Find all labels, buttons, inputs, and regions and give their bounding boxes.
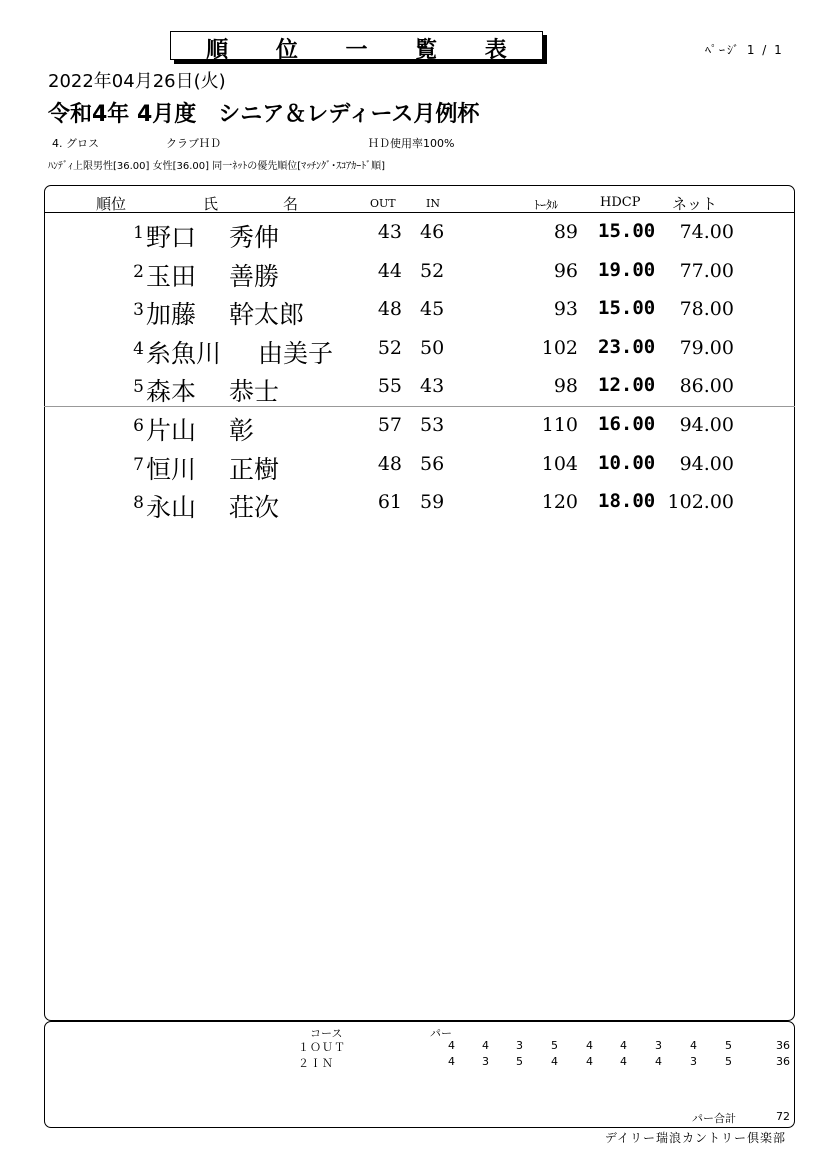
row-net: 102.00: [667, 491, 734, 513]
hole-par: 4: [551, 1055, 558, 1068]
row-total: 120: [541, 491, 578, 513]
hole-par: 4: [586, 1039, 593, 1052]
hole-par: 5: [516, 1055, 523, 1068]
course-label: コース: [310, 1027, 343, 1040]
row-rank: 5: [133, 377, 144, 397]
hole-par: 4: [586, 1055, 593, 1068]
col-in: IN: [426, 197, 440, 210]
row-out: 44: [377, 260, 402, 282]
row-rank: 4: [133, 339, 144, 359]
hole-par: 4: [448, 1055, 455, 1068]
row-in: 56: [420, 453, 445, 475]
row-given-name: 由美子: [258, 339, 334, 368]
row-total: 104: [541, 453, 578, 475]
row-rank: 2: [133, 262, 144, 282]
row-out: 48: [377, 298, 402, 320]
row-given-name: 恭士: [229, 377, 280, 406]
row-out: 57: [377, 414, 402, 436]
hole-par: 4: [620, 1039, 627, 1052]
row-in: 59: [420, 491, 445, 513]
hole-par: 3: [516, 1039, 523, 1052]
row-rank: 3: [133, 300, 144, 320]
row-hdcp: 15.00: [598, 220, 656, 242]
row-hdcp: 19.00: [598, 259, 656, 281]
row-family-name: 永山: [146, 493, 197, 522]
row-out: 43: [377, 221, 402, 243]
row-total: 98: [553, 375, 578, 397]
row-given-name: 彰: [229, 416, 255, 445]
page-title: 順 位 一 覧 表: [206, 38, 527, 63]
col-rank: 順位: [96, 195, 127, 213]
club-hd-label: クラブＨＤ: [166, 137, 221, 150]
hole-par: 3: [482, 1055, 489, 1068]
page-number: ﾍﾟｰｼﾞ 1 / 1: [705, 43, 784, 57]
hole-par: 5: [725, 1039, 732, 1052]
row-net: 86.00: [679, 375, 734, 397]
row-hdcp: 23.00: [598, 336, 656, 358]
row-given-name: 幹太郎: [229, 300, 305, 329]
row-family-name: 加藤: [146, 300, 197, 329]
par-total-label: パー合計: [692, 1112, 736, 1125]
row-rank: 6: [133, 416, 144, 436]
course-par-total: 36: [776, 1055, 790, 1068]
hole-par: 4: [482, 1039, 489, 1052]
course-name: ２ＩＮ: [298, 1057, 334, 1070]
par-label: パー: [430, 1027, 452, 1040]
hole-par: 4: [448, 1039, 455, 1052]
col-name-given: 名: [283, 195, 299, 213]
format-number: 4. グロス: [52, 137, 99, 150]
row-total: 110: [541, 414, 578, 436]
hd-rate-label: ＨＤ使用率100%: [368, 137, 455, 150]
row-in: 52: [420, 260, 445, 282]
row-family-name: 玉田: [146, 262, 197, 291]
row-in: 53: [420, 414, 445, 436]
course-par-box: [44, 1021, 795, 1128]
row-family-name: 恒川: [146, 455, 197, 484]
course-par-total: 36: [776, 1039, 790, 1052]
col-net: ネット: [672, 195, 718, 213]
row-hdcp: 18.00: [598, 490, 656, 512]
title-box: [170, 31, 543, 63]
row-given-name: 荘次: [229, 493, 280, 522]
row-hdcp: 16.00: [598, 413, 656, 435]
row-net: 74.00: [679, 221, 734, 243]
handicap-note: ﾊﾝﾃﾞｨ上限男性[36.00] 女性[36.00] 同一ﾈｯﾄの優先順位[ﾏｯﾁﾝｸﾞ･ｽｺｱｶｰﾄﾞ順]: [48, 161, 386, 172]
row-hdcp: 12.00: [598, 374, 656, 396]
col-hdcp: HDCP: [600, 195, 641, 210]
row-in: 43: [420, 375, 445, 397]
row-rank: 7: [133, 455, 144, 475]
row-family-name: 片山: [146, 416, 197, 445]
row-out: 52: [377, 337, 402, 359]
row-out: 48: [377, 453, 402, 475]
col-out: OUT: [370, 197, 396, 210]
row-total: 96: [553, 260, 578, 282]
row-net: 94.00: [679, 414, 734, 436]
row-net: 77.00: [679, 260, 734, 282]
row-given-name: 善勝: [229, 262, 280, 291]
hole-par: 3: [690, 1055, 697, 1068]
course-name: １ＯＵＴ: [298, 1041, 346, 1054]
hole-par: 5: [725, 1055, 732, 1068]
row-total: 89: [553, 221, 578, 243]
col-name-family: 氏: [203, 195, 219, 213]
row-rank: 1: [133, 223, 144, 243]
row-given-name: 正樹: [229, 455, 280, 484]
row-hdcp: 15.00: [598, 297, 656, 319]
row-net: 94.00: [679, 453, 734, 475]
row-hdcp: 10.00: [598, 452, 656, 474]
row-family-name: 糸魚川: [146, 339, 222, 368]
row-net: 78.00: [679, 298, 734, 320]
event-date: 2022年04月26日(火): [48, 71, 226, 92]
row-net: 79.00: [679, 337, 734, 359]
row-in: 50: [420, 337, 445, 359]
row-family-name: 森本: [146, 377, 197, 406]
row-out: 61: [377, 491, 402, 513]
row-rank: 8: [133, 493, 144, 513]
hole-par: 5: [551, 1039, 558, 1052]
row-total: 102: [541, 337, 578, 359]
hole-par: 4: [620, 1055, 627, 1068]
par-total-value: 72: [776, 1110, 790, 1123]
row-in: 46: [420, 221, 445, 243]
hole-par: 4: [690, 1039, 697, 1052]
hole-par: 3: [655, 1039, 662, 1052]
hole-par: 4: [655, 1055, 662, 1068]
row-total: 93: [553, 298, 578, 320]
row-out: 55: [377, 375, 402, 397]
row-family-name: 野口: [146, 223, 197, 252]
row-given-name: 秀伸: [229, 223, 280, 252]
col-total: ﾄｰﾀﾙ: [534, 198, 559, 212]
row-in: 45: [420, 298, 445, 320]
competition-title: 令和4年 4月度 シニア＆レディース月例杯: [48, 102, 480, 127]
club-name: デイリー瑞浪カントリー倶楽部: [604, 1131, 786, 1145]
